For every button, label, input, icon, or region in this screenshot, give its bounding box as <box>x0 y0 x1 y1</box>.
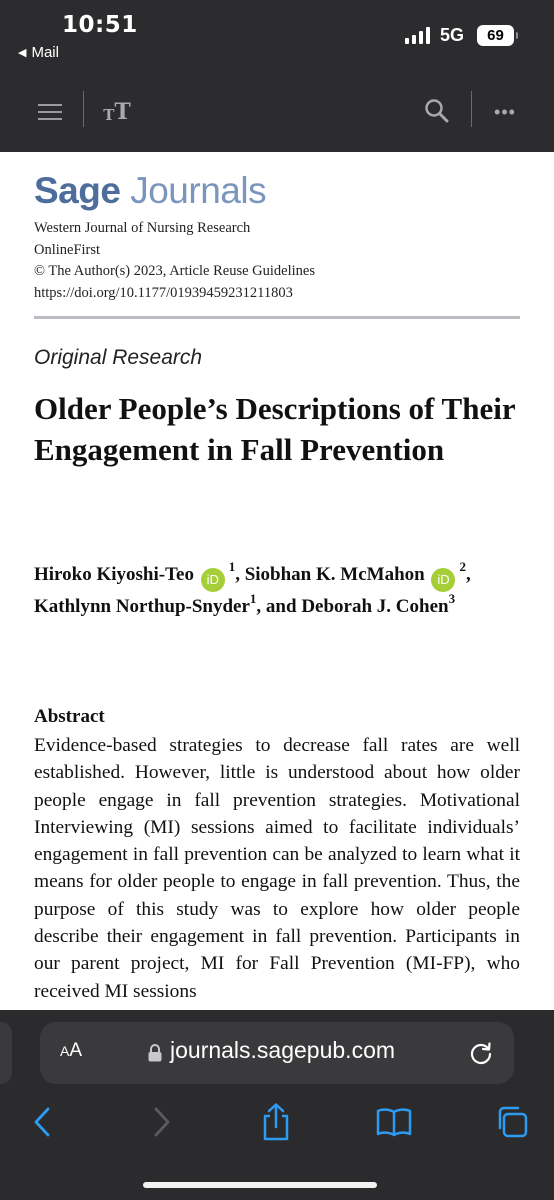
author-affiliation[interactable]: 1 <box>228 558 236 574</box>
author-affiliation[interactable]: 2 <box>459 558 466 574</box>
battery-level: 69 <box>487 27 504 44</box>
author-separator: , <box>465 564 471 585</box>
sage-journals-logo[interactable] <box>34 170 266 212</box>
logo-sage-text: Sage <box>34 170 121 211</box>
journal-name[interactable]: Western Journal of Nursing Research <box>34 220 251 236</box>
author-name[interactable]: Deborah J. Cohen <box>301 596 449 617</box>
author-name[interactable]: Siobhan K. McMahon <box>244 564 425 585</box>
author-affiliation[interactable]: 3 <box>448 590 456 606</box>
aa-big: A <box>69 1040 83 1061</box>
home-indicator[interactable] <box>143 1182 377 1188</box>
online-first-label: OnlineFirst <box>34 241 101 258</box>
toolbar-divider <box>83 91 84 127</box>
back-triangle-icon: ◀ <box>18 47 27 59</box>
reload-icon[interactable] <box>468 1040 494 1066</box>
orcid-icon[interactable]: iD <box>201 568 225 592</box>
author-list <box>34 560 520 622</box>
tabs-icon[interactable] <box>492 1102 532 1142</box>
share-icon[interactable] <box>256 1102 296 1142</box>
article-meta <box>34 218 315 304</box>
search-icon[interactable] <box>420 94 454 128</box>
author-affiliation[interactable]: 1 <box>249 590 257 606</box>
abstract-text: Evidence-based strategies to decrease fall rates are well established. However, little is understood about how older people engage in fall prevention strategies. Motivational Interviewing (MI) sessions aimed to facilitate individuals’ engagement in fall prevention can be analyzed to learn what it means for older people to engage in fall prevention. Thus, the purpose of this study was to explore how older people describe their engagement in fall prevention. Participants in our parent project, MI for Fall Prevention (MI-FP), who received MI sessions <box>34 735 520 1002</box>
logo-journals-text: Journals <box>130 170 267 211</box>
text-size-big-glyph: T <box>114 99 131 125</box>
back-to-mail-button[interactable] <box>18 44 59 61</box>
text-size-icon[interactable] <box>100 96 134 128</box>
article-title: Older People’s Descriptions of Their Engagement in Fall Prevention <box>34 391 516 467</box>
author-name[interactable]: Hiroko Kiyoshi-Teo <box>34 564 194 585</box>
toolbar-divider <box>471 91 472 127</box>
url-text[interactable]: journals.sagepub.com <box>170 1037 396 1063</box>
author-separator: , <box>235 564 245 585</box>
network-type: 5G <box>440 25 465 45</box>
text-size-small-glyph: T <box>103 106 115 124</box>
section-label: Original Research <box>34 346 203 369</box>
copyright-line[interactable]: © The Author(s) 2023, Article Reuse Guidelines <box>34 263 315 279</box>
forward-icon[interactable] <box>142 1102 182 1142</box>
article-page <box>0 152 554 1010</box>
battery-icon <box>477 25 514 46</box>
hamburger-icon[interactable] <box>34 96 66 128</box>
more-icon[interactable]: ••• <box>494 101 516 122</box>
author-name[interactable]: Kathlynn Northup-Snyder <box>34 596 250 617</box>
page-settings-button[interactable] <box>60 1040 82 1062</box>
bookmarks-icon[interactable] <box>374 1102 414 1142</box>
back-app-label: Mail <box>31 44 59 61</box>
previous-tab-peek[interactable] <box>0 1022 12 1084</box>
status-bar <box>0 0 554 76</box>
aa-small: A <box>60 1043 70 1059</box>
doi-link[interactable]: https://doi.org/10.1177/01939459231211803 <box>34 284 293 301</box>
meta-divider <box>34 316 520 319</box>
abstract-heading: Abstract <box>34 706 105 727</box>
browser-bottom-bar <box>0 1010 554 1200</box>
back-icon[interactable] <box>22 1102 62 1142</box>
status-time: 10:51 <box>62 12 138 38</box>
reader-toolbar <box>0 76 554 152</box>
address-bar[interactable] <box>40 1022 514 1084</box>
signal-icon <box>405 26 430 44</box>
lock-icon <box>148 1044 162 1062</box>
orcid-icon[interactable]: iD <box>431 568 455 592</box>
author-separator: , and <box>256 596 302 617</box>
